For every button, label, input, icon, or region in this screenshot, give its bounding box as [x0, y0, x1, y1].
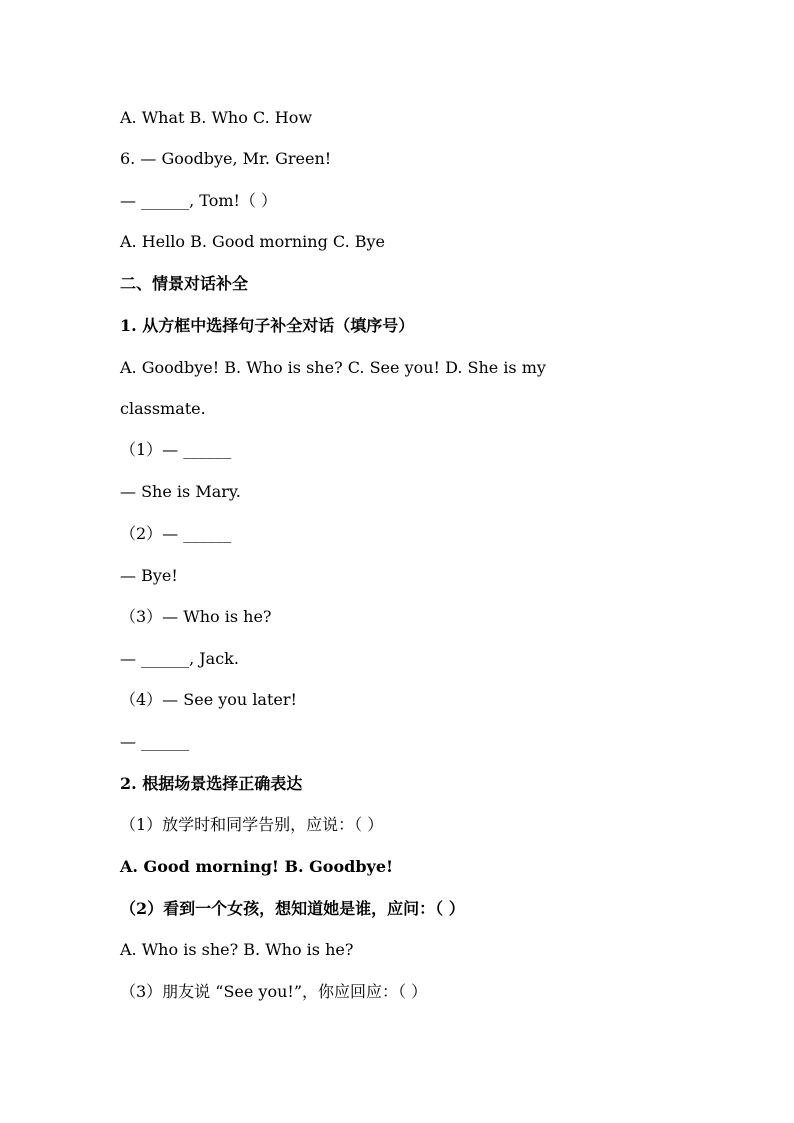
dialogue-1-reply: — She is Mary.: [120, 482, 241, 501]
dialogue-2-reply: — Bye!: [120, 566, 178, 585]
scenario-1-options: A. Good morning! B. Goodbye!: [120, 857, 394, 876]
options-line-6: A. Hello B. Good morning C. Bye: [120, 232, 386, 251]
subsection-heading-1: 1. 从方框中选择句子补全对话（填序号）: [120, 316, 415, 335]
dialogue-2-prompt: （2）— ______: [120, 524, 232, 543]
subsection-heading-2: 2. 根据场景选择正确表达: [120, 774, 303, 793]
dialogue-1-prompt: （1）— ______: [120, 440, 232, 459]
dialogue-3-reply: — ______, Jack.: [120, 649, 239, 668]
section-heading-2: 二、情景对话补全: [120, 274, 249, 293]
dialogue-4-prompt: （4）— See you later!: [120, 690, 297, 709]
question-6: 6. — Goodbye, Mr. Green!: [120, 149, 332, 168]
scenario-2-question: （2）看到一个女孩，想知道她是谁，应问：（ ）: [120, 899, 465, 918]
choices-box-line-1: A. Goodbye! B. Who is she? C. See you! D. She is my: [120, 358, 546, 377]
scenario-1-question: （1）放学时和同学告别，应说：（ ）: [120, 815, 384, 834]
dialogue-4-reply: — ______: [120, 732, 190, 751]
scenario-2-options: A. Who is she? B. Who is he?: [120, 940, 354, 959]
options-line-5: A. What B. Who C. How: [120, 108, 313, 127]
choices-box-line-2: classmate.: [120, 399, 206, 418]
scenario-3-question: （3）朋友说 “See you!”，你应回应：（ ）: [120, 982, 428, 1001]
dialogue-3-prompt: （3）— Who is he?: [120, 607, 272, 626]
question-6-response: — ______, Tom!（ ）: [120, 191, 278, 210]
